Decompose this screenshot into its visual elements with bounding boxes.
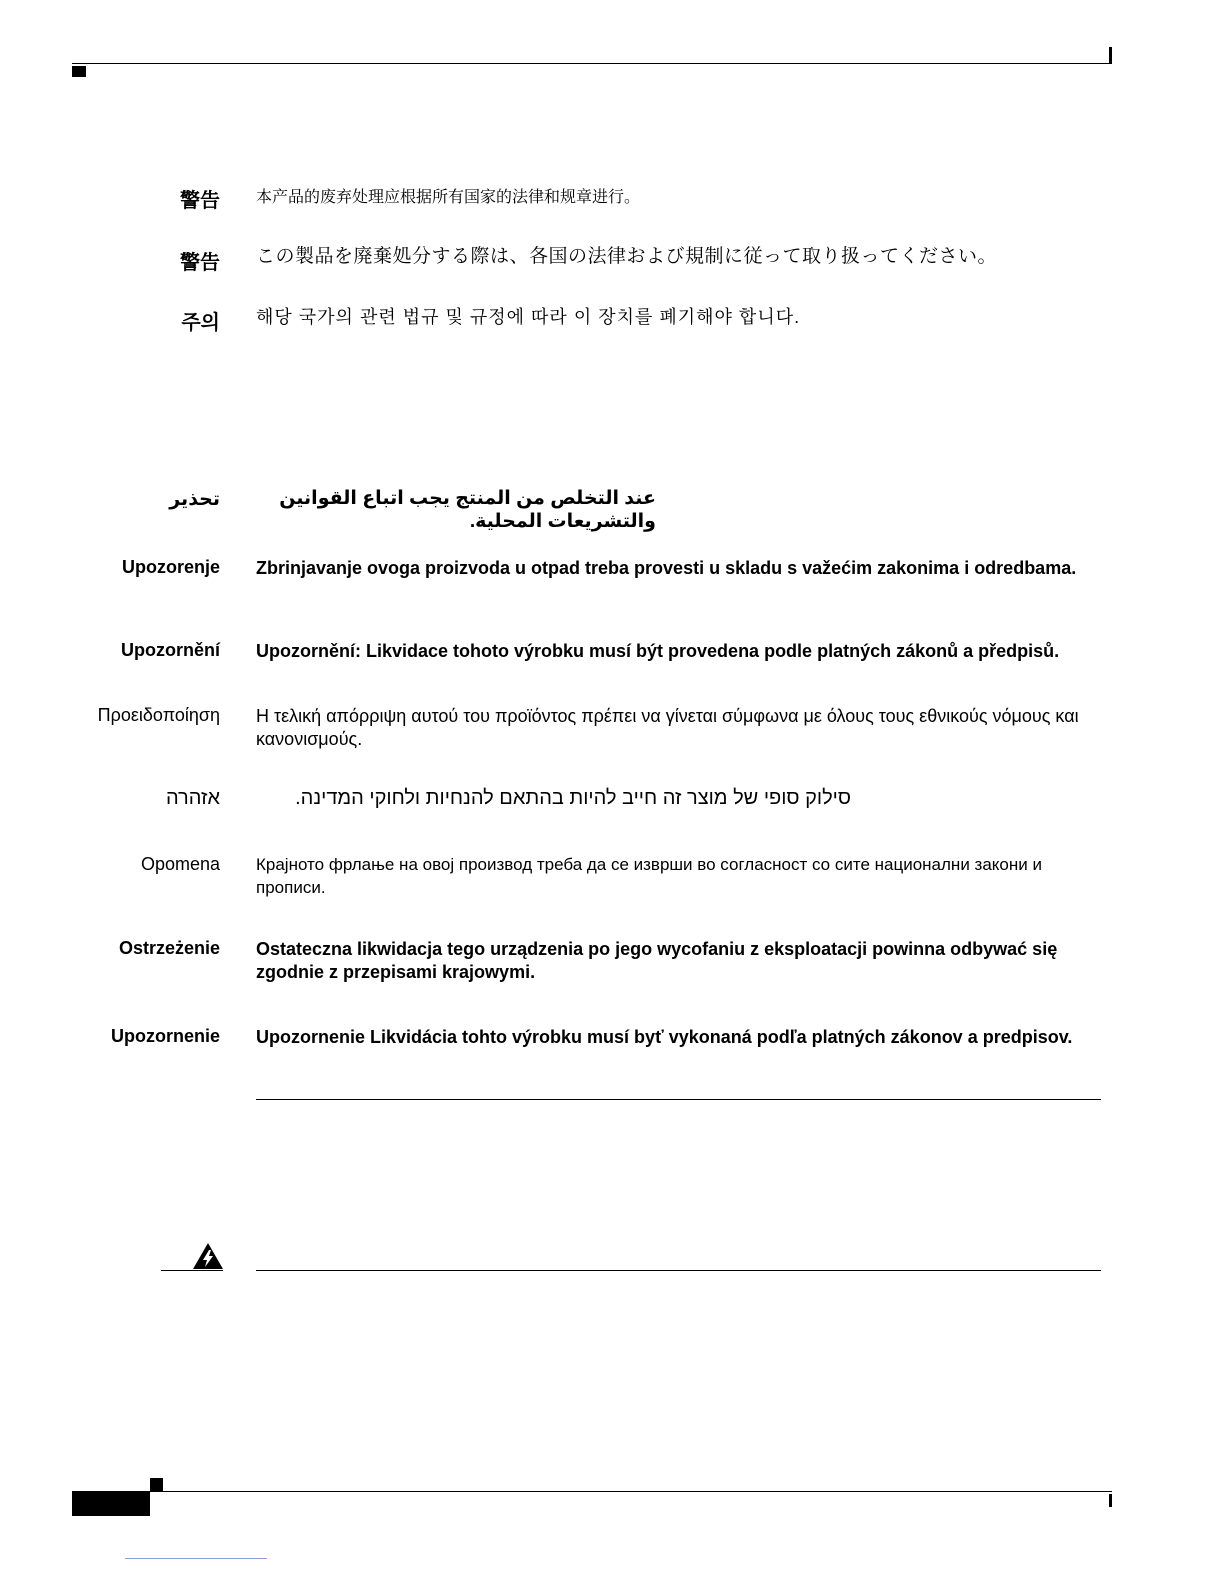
warning-text: 해당 국가의 관련 법규 및 규정에 따라 이 장치를 폐기해야 합니다. [256, 307, 801, 327]
warning-label: 주의 [181, 312, 220, 334]
warning-text: Ostateczna likwidacja tego urządzenia po jego wycofaniu z eksploatacji powinna odbywać się zgodnie z przepisami krajowymi. [256, 939, 1058, 982]
footer-rule [150, 1491, 1112, 1492]
warning-label: Upozorenje [121, 557, 220, 577]
section-divider [256, 1099, 1101, 1100]
warning-label: 警告 [180, 190, 220, 212]
warning-text: 本产品的废弃处理应根据所有国家的法律和规章进行。 [256, 189, 641, 206]
warning-label: אזהרה [165, 787, 220, 809]
footer-marker [150, 1478, 163, 1491]
warning-text: عند التخلص من المنتج يجب اتباع القوانين والتشريعات المحلية. [279, 488, 656, 532]
warning-label: Upozornění [121, 640, 220, 660]
warning-label: Προειδοποίηση [97, 705, 220, 725]
header-rule [72, 63, 1112, 64]
warning-label: 警告 [180, 252, 220, 274]
footer-link-underline [125, 1558, 267, 1559]
warning-label: Upozornenie [110, 1026, 220, 1046]
warning-label: Opomena [140, 854, 220, 874]
warning-text: סילוק סופי של מוצר זה חייב להיות בהתאם להנחיות ולחוקי המדינה. [295, 787, 851, 809]
warning-text: Upozornenie Likvidácia tohto výrobku musí byť vykonaná podľa platných zákonov a predpisov. [256, 1027, 1073, 1047]
warning-icon [192, 1242, 224, 1270]
warning-label: تحذير [169, 489, 220, 510]
warning-text: この製品を廃棄処分する際は、各国の法律および規制に従って取り扱ってください。 [256, 246, 998, 267]
warning-rule-left [161, 1270, 223, 1271]
warning-label: Ostrzeżenie [118, 938, 220, 958]
warning-text: Η τελική απόρριψη αυτού του προϊόντος πρέπει να γίνεται σύμφωνα με όλους τους εθνικούς νόμους και κανονισμούς. [256, 706, 1079, 749]
footer-block [72, 1491, 150, 1516]
warning-text: Крајното фрлање на овој производ треба да се изврши во согласност со сите национални закони и прописи. [256, 855, 1042, 897]
warning-text: Zbrinjavanje ovoga proizvoda u otpad treba provesti u skladu s važećim zakonima i odredbama. [256, 558, 1077, 578]
header-marker [72, 66, 86, 77]
footer-tick [1109, 1494, 1112, 1507]
warning-text: Upozornění: Likvidace tohoto výrobku musí být provedena podle platných zákonů a předpisů. [256, 641, 1060, 661]
warning-rule-right [256, 1270, 1101, 1271]
header-tick [1109, 47, 1112, 64]
